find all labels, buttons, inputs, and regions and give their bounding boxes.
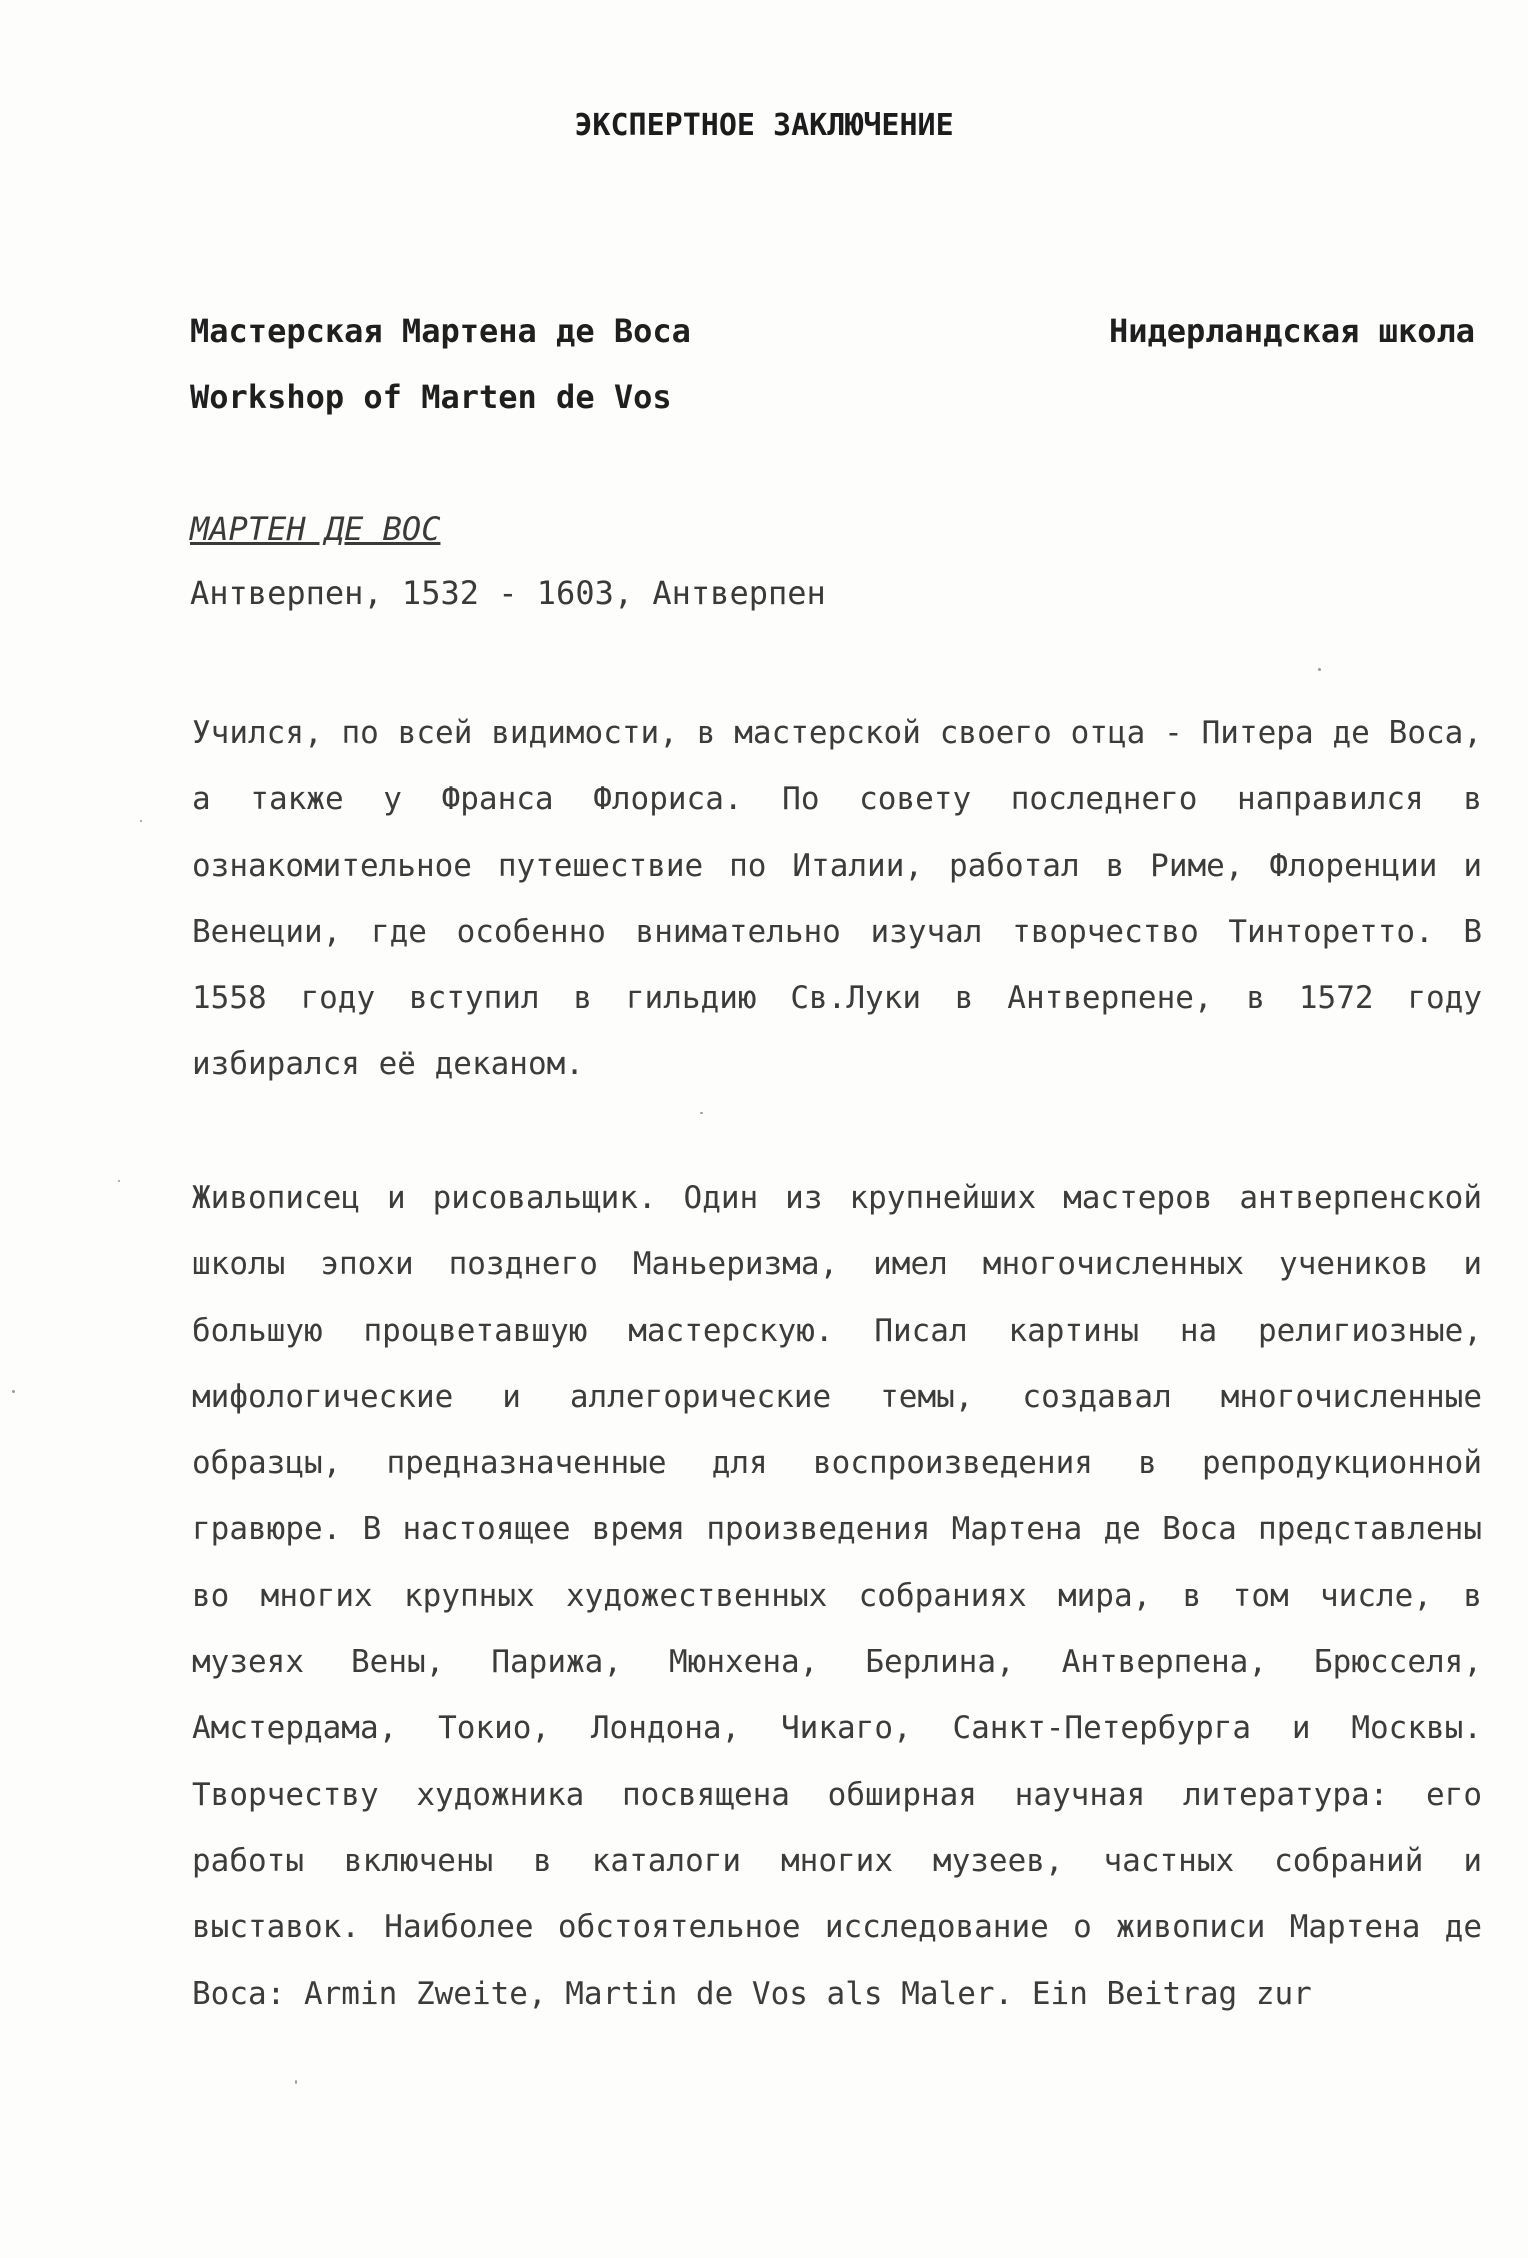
scan-speck — [140, 820, 142, 822]
attribution-en: Workshop of Marten de Vos — [190, 378, 672, 416]
header-row-1 — [190, 312, 1475, 350]
header-row-2 — [190, 378, 1475, 416]
school-label: Нидерландская школа — [1108, 312, 1475, 350]
scan-speck — [118, 1180, 120, 1182]
attribution-ru: Мастерская Мартена де Воса — [190, 312, 691, 350]
scan-speck — [295, 2080, 297, 2084]
scan-speck — [700, 1112, 703, 1114]
scan-speck — [12, 1390, 15, 1393]
biography-paragraph: Учился, по всей видимости, в мастерской своего отца - Питера де Воса, а также у Франса Флориса. По совету последнего направился в ознакомительное путешествие по Италии, работал в Риме, Флоренции и Венеции, где особенно внимательно изучал творчество Тинторетто. В 1558 году вступил в гильдию Св.Луки в Антверпене, в 1572 году избирался её деканом. — [192, 715, 1482, 1083]
artist-dates: Антверпен, 1532 - 1603, Антверпен — [190, 574, 826, 612]
document-title: ЭКСПЕРТНОЕ ЗАКЛЮЧЕНИЕ — [574, 108, 954, 143]
career-paragraph: Живописец и рисовальщик. Один из крупнейших мастеров антверпенской школы эпохи позднего Маньеризма, имел многочисленных учеников и большую процветавшую мастерскую. Писал картины на религиозные, мифологические и аллегорические темы, создавал многочисленные образцы, предназначенные для воспроизведения в репродукционной гравюре. В настоящее время произведения Мартена де Воса представлены во многих крупных художественных собраниях мира, в том числе, в музеях Вены, Парижа, Мюнхена, Берлина, Антверпена, Брюсселя, Амстердама, Токио, Лондона, Чикаго, Санкт-Петербурга и Москвы. Творчеству художника посвящена обширная научная литература: его работы включены в каталоги многих музеев, частных собраний и выставок. Наиболее обстоятельное исследование о живописи Мартена де Воса: Armin Zweite, Martin de Vos als Maler. Ein Beitrag zur — [192, 1180, 1482, 2012]
artist-name: МАРТЕН ДЕ ВОС — [190, 510, 441, 548]
scan-speck — [1318, 668, 1321, 671]
